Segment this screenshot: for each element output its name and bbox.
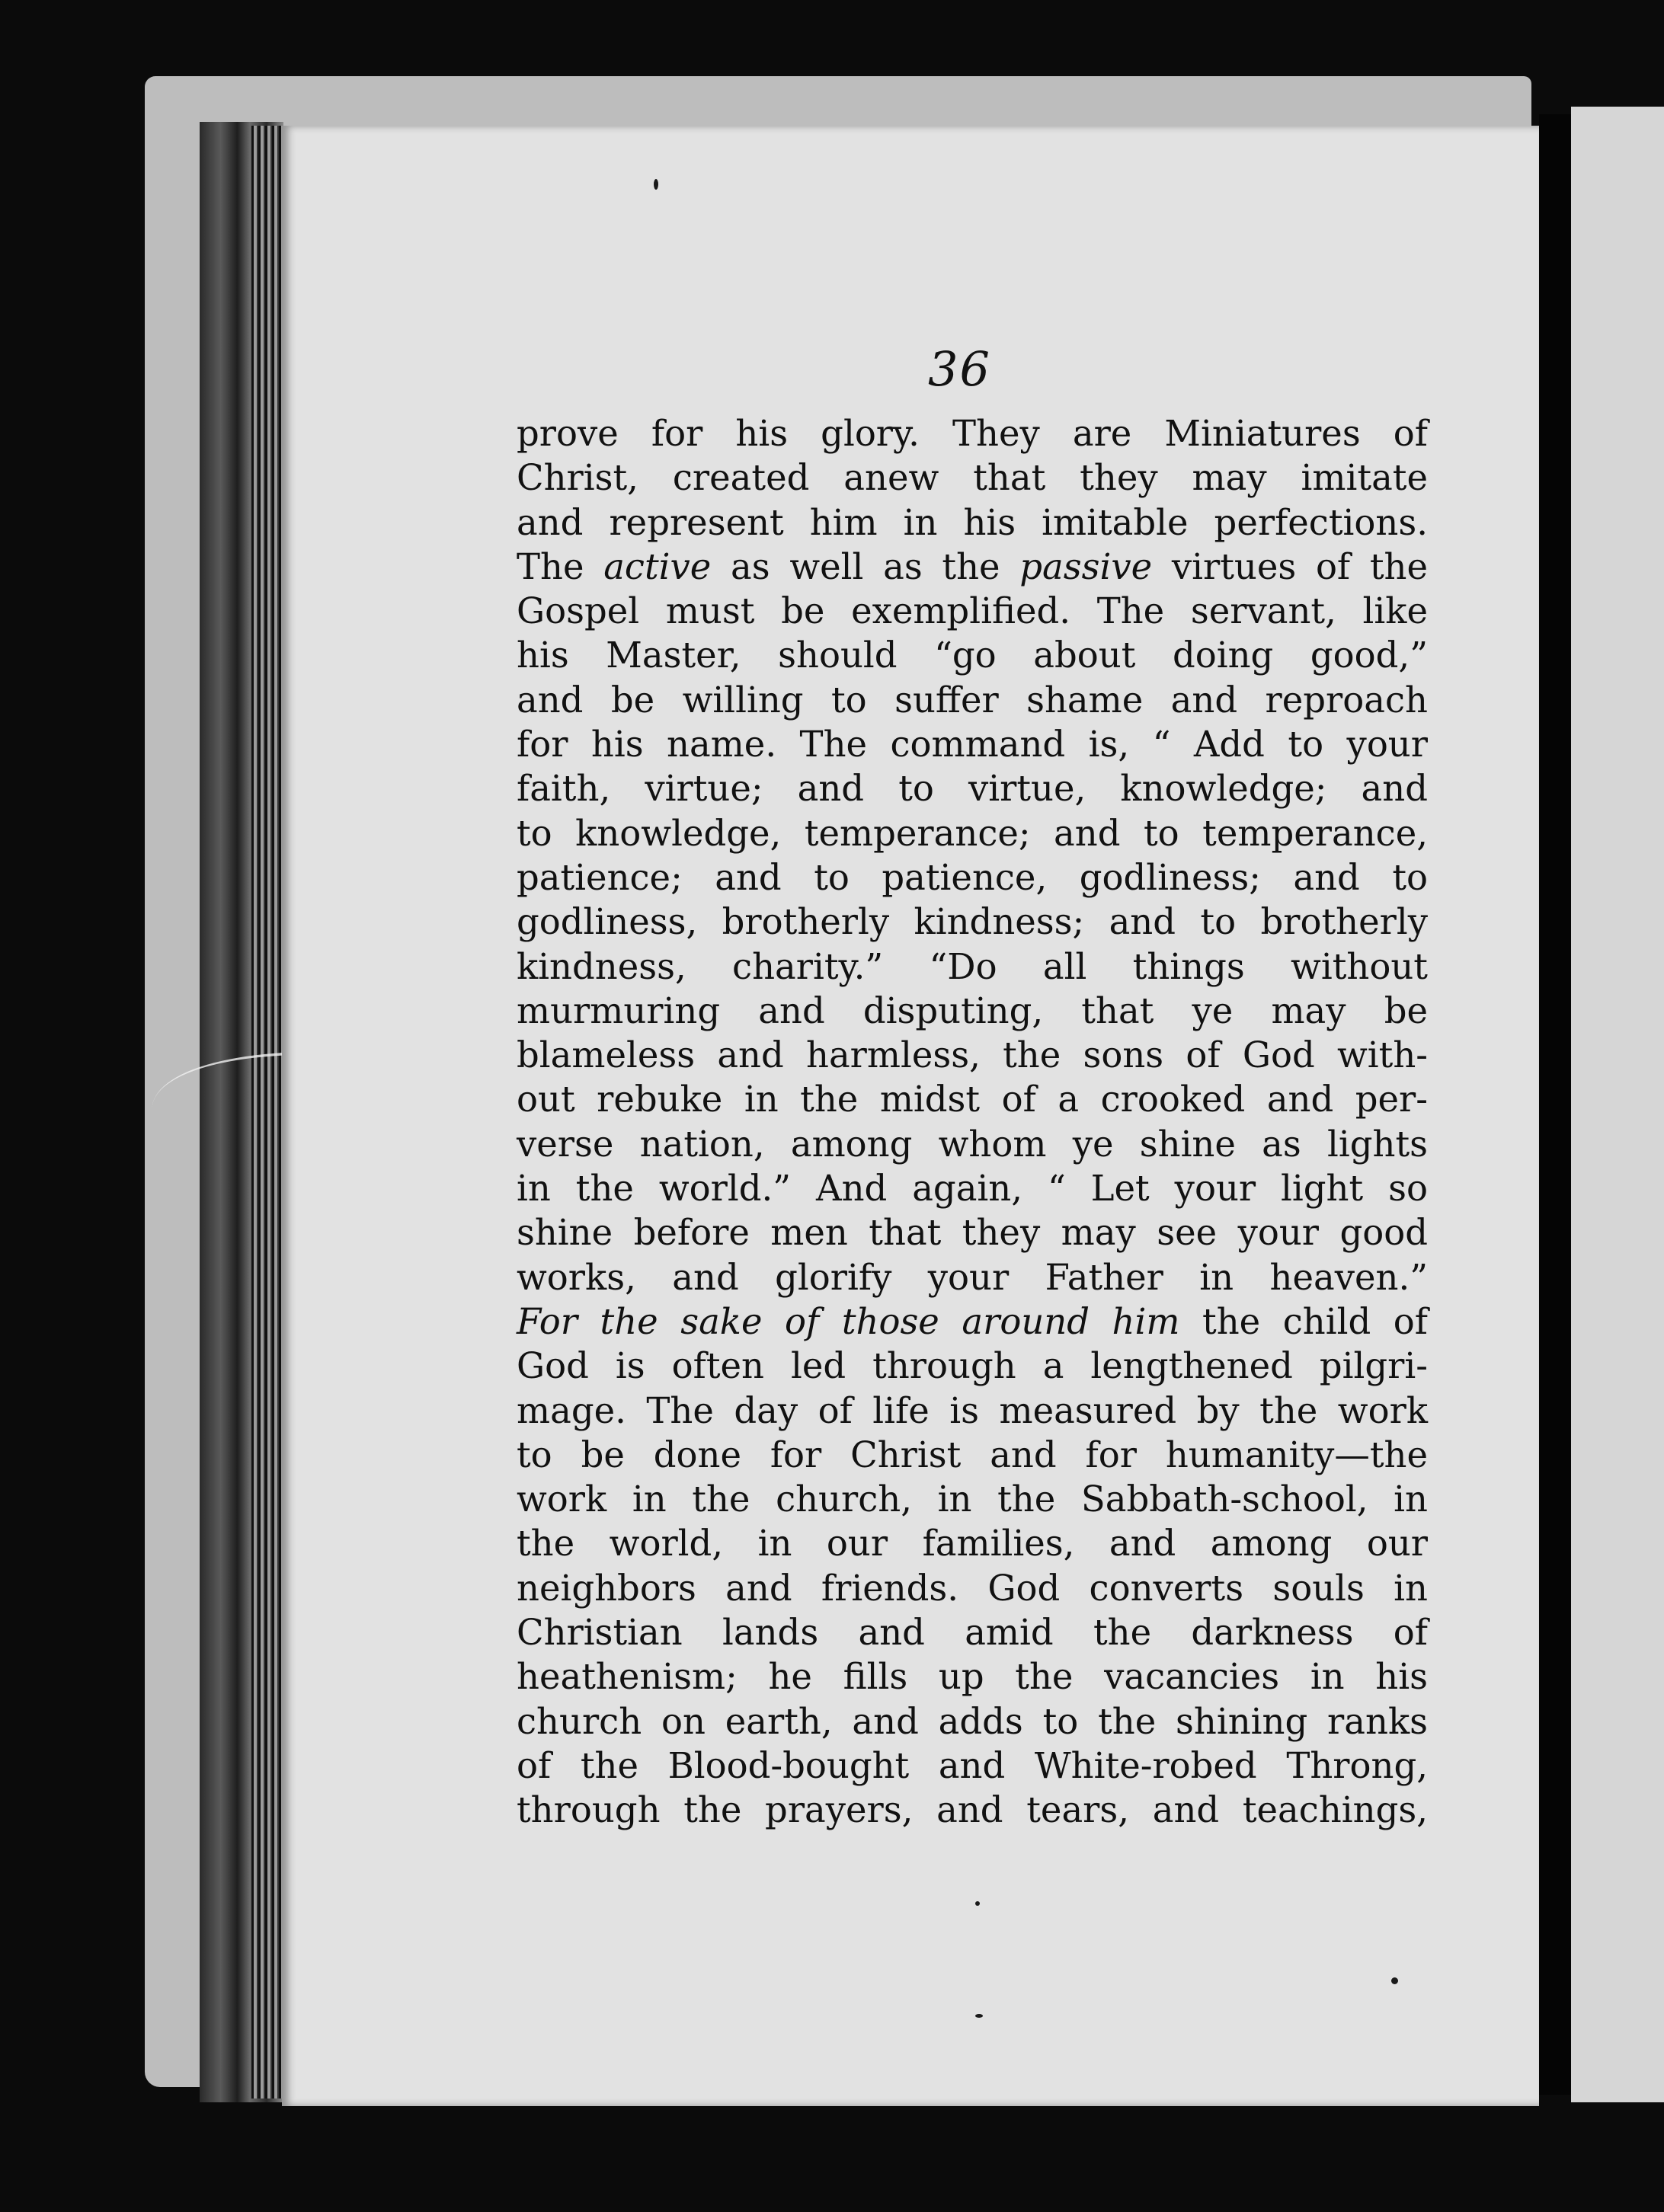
ink-speck (975, 2014, 983, 2018)
text-line: through the prayers, and tears, and teachings, (517, 1789, 1428, 1831)
text-line: The active as well as the passive virtues of the (517, 545, 1429, 587)
text-line: in the world.” And again, “ Let your light so (517, 1168, 1428, 1210)
text-line: work in the church, in the Sabbath-school, in (517, 1478, 1428, 1520)
text-line: and be willing to suffer shame and reproach (517, 679, 1428, 721)
text-line: heathenism; he fills up the vacancies in his (517, 1656, 1428, 1698)
text-line: patience; and to patience, godliness; and to (517, 856, 1428, 898)
text-line: verse nation, among whom ye shine as lights (517, 1123, 1428, 1165)
text-line: Christ, created anew that they may imitate (517, 457, 1428, 499)
body-text (517, 411, 1428, 1833)
text-line: church on earth, and adds to the shining ranks (517, 1700, 1428, 1742)
text-line: Christian lands and amid the darkness of (517, 1612, 1428, 1654)
text-line: and represent him in his imitable perfections. (517, 501, 1428, 543)
text-line: For the sake of those around him the child of (517, 1300, 1428, 1342)
book-gutter (1539, 114, 1571, 2095)
text-line: godliness, brotherly kindness; and to brotherly (517, 901, 1428, 943)
text-line: faith, virtue; and to virtue, knowledge; and (517, 768, 1428, 810)
text-line: to knowledge, temperance; and to temperance, (517, 812, 1428, 854)
text-line: the world, in our families, and among our (517, 1523, 1428, 1565)
text-line: for his name. The command is, “ Add to your (517, 724, 1428, 766)
text-line: of the Blood-bought and White-robed Throng, (517, 1744, 1428, 1786)
ink-speck (654, 179, 658, 190)
text-line: out rebuke in the midst of a crooked and per- (517, 1079, 1428, 1120)
adjacent-page (1571, 107, 1664, 2102)
text-line: mage. The day of life is measured by the work (517, 1389, 1428, 1431)
text-line: shine before men that they may see your good (517, 1212, 1428, 1254)
text-line: his Master, should “go about doing good,” (517, 635, 1428, 676)
text-line: to be done for Christ and for humanity—the (517, 1434, 1428, 1475)
ink-speck (975, 1901, 980, 1906)
ink-speck (1391, 1977, 1398, 1984)
page-number: 36 (928, 341, 991, 397)
italic-text: passive (1019, 545, 1153, 587)
italic-text: active (603, 545, 712, 587)
text-line: prove for his glory. They are Miniatures of (517, 413, 1428, 454)
text-line: kindness, charity.” “Do all things without (517, 945, 1428, 987)
text-line: blameless and harmless, the sons of God with- (517, 1034, 1428, 1076)
text-line: Gospel must be exemplified. The servant, like (517, 590, 1428, 632)
italic-text: For the sake of those around him (517, 1300, 1180, 1342)
text-line: murmuring and disputing, that ye may be (517, 989, 1428, 1031)
text-line: God is often led through a lengthened pilgri- (517, 1345, 1428, 1387)
text-line: works, and glorify your Father in heaven.” (517, 1256, 1428, 1298)
text-line: neighbors and friends. God converts souls in (517, 1567, 1428, 1609)
